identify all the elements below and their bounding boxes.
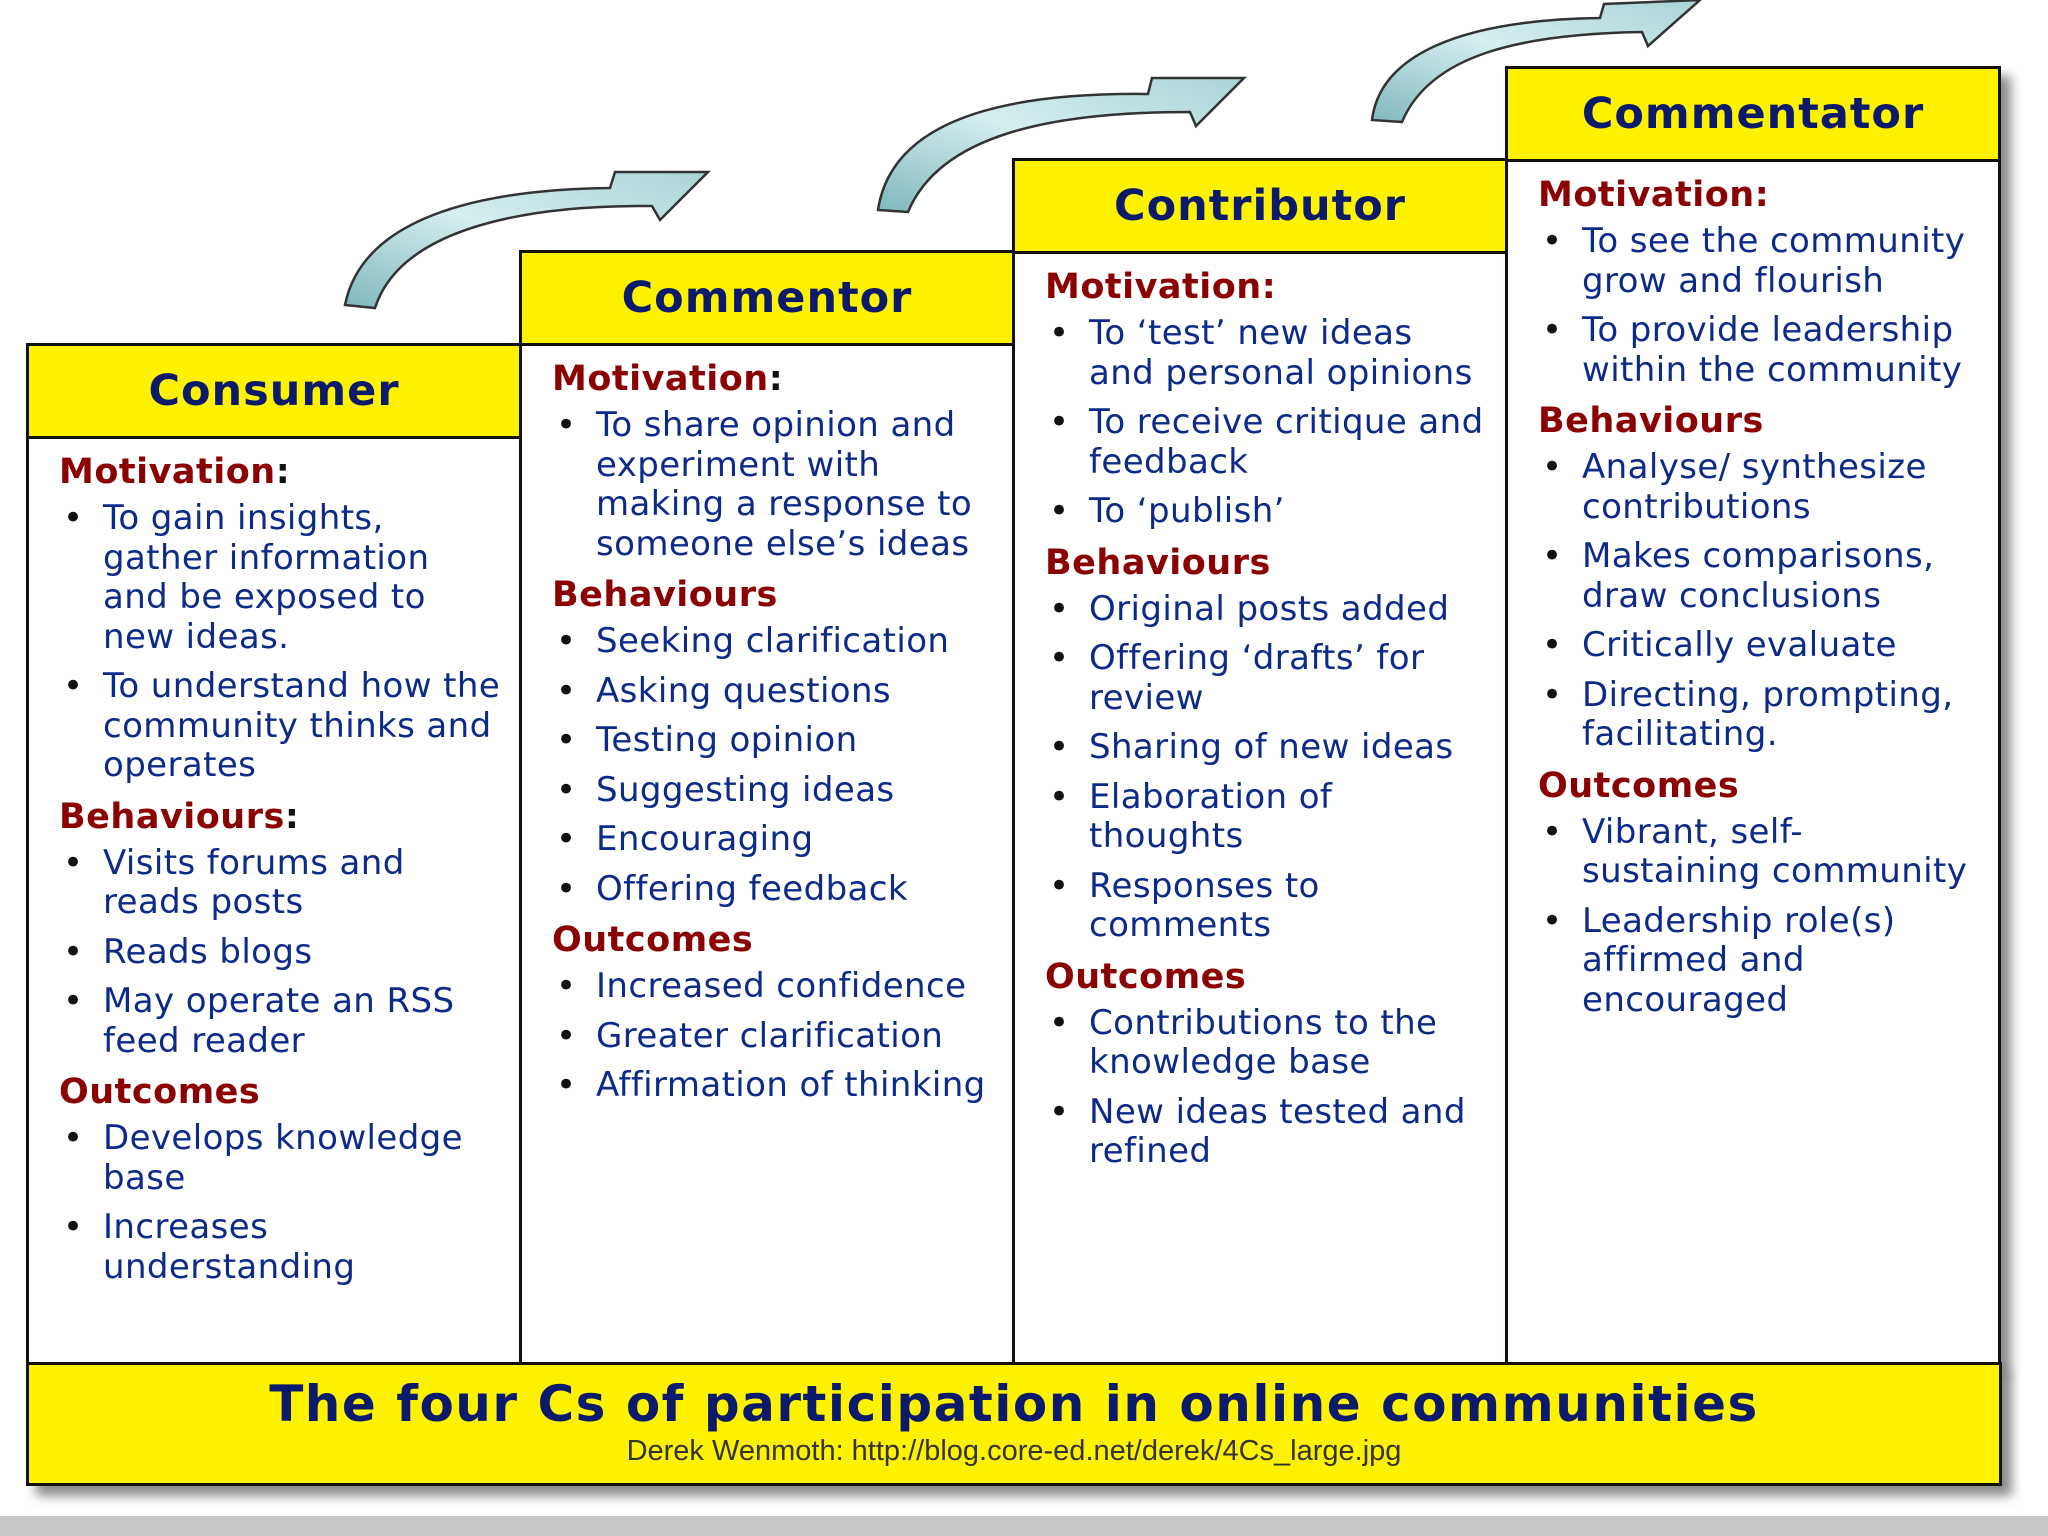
motivation-list bbox=[1540, 222, 1980, 390]
list-item: • Visits forums and reads posts bbox=[61, 844, 501, 923]
list-item: • Develops knowledge base bbox=[61, 1119, 501, 1198]
list-item: • Suggesting ideas bbox=[554, 771, 994, 811]
list-item: • To gain insights, gather information and be exposed to new ideas. bbox=[61, 499, 501, 657]
column-commentator bbox=[1505, 66, 2001, 1365]
outcomes-list bbox=[1540, 813, 1980, 1021]
section-label-outcomes: Outcomes bbox=[59, 1072, 261, 1112]
list-item: • Reads blogs bbox=[61, 933, 501, 973]
behaviours-list bbox=[554, 622, 994, 909]
list-item: • Increased confidence bbox=[554, 967, 994, 1007]
column-title: Consumer bbox=[29, 346, 519, 439]
list-item: • Leadership role(s) affirmed and encouraged bbox=[1540, 902, 1980, 1021]
list-item: • Makes comparisons, draw conclusions bbox=[1540, 537, 1980, 616]
motivation-list bbox=[61, 499, 501, 786]
section-label-motivation: Motivation: bbox=[1538, 175, 1770, 215]
list-item: • To share opinion and experiment with making a response to someone else’s ideas bbox=[554, 406, 994, 564]
section-label-outcomes: Outcomes bbox=[552, 920, 754, 960]
section-label-behaviours: Behaviours bbox=[552, 575, 778, 615]
section-label-motivation: Motivation: bbox=[59, 452, 291, 492]
list-item: • To understand how the community thinks and operates bbox=[61, 667, 501, 786]
section-label-outcomes: Outcomes bbox=[1538, 765, 1740, 806]
list-item: • Seeking clarification bbox=[554, 622, 994, 662]
list-item: • Critically evaluate bbox=[1540, 626, 1980, 666]
outcomes-list bbox=[61, 1119, 501, 1287]
bottom-bar bbox=[0, 1516, 2048, 1536]
section-label-behaviours: Behaviours bbox=[1538, 401, 1764, 441]
column-consumer bbox=[26, 343, 522, 1365]
list-item: • Vibrant, self-sustaining community bbox=[1540, 813, 1980, 892]
behaviours-list bbox=[1540, 448, 1980, 755]
list-item: • Offering ‘drafts’ for review bbox=[1047, 639, 1487, 718]
list-item: • Increases understanding bbox=[61, 1208, 501, 1287]
list-item: • Contributions to the knowledge base bbox=[1047, 1004, 1487, 1083]
list-item: • Affirmation of thinking bbox=[554, 1066, 994, 1106]
column-title: Commentator bbox=[1508, 69, 1998, 162]
list-item: • Original posts added bbox=[1047, 590, 1487, 630]
list-item: • Asking questions bbox=[554, 672, 994, 712]
motivation-list bbox=[554, 406, 994, 564]
column-title: Commentor bbox=[522, 253, 1012, 346]
list-item: • Sharing of new ideas bbox=[1047, 728, 1487, 768]
list-item: • Elaboration of thoughts bbox=[1047, 778, 1487, 857]
section-label-motivation: Motivation: bbox=[1045, 267, 1277, 307]
section-label-motivation: Motivation: bbox=[552, 359, 784, 399]
behaviours-list bbox=[1047, 590, 1487, 946]
list-item: • Analyse/ synthesize contributions bbox=[1540, 448, 1980, 527]
behaviours-list bbox=[61, 844, 501, 1062]
list-item: • New ideas tested and refined bbox=[1047, 1093, 1487, 1172]
column-title: Contributor bbox=[1015, 161, 1505, 254]
outcomes-list bbox=[1047, 1004, 1487, 1172]
list-item: • To ‘test’ new ideas and personal opinions bbox=[1047, 314, 1487, 393]
list-item: • To provide leadership within the community bbox=[1540, 311, 1980, 390]
section-label-outcomes: Outcomes bbox=[1045, 956, 1247, 997]
footer-banner bbox=[26, 1362, 2002, 1486]
list-item: • Directing, prompting, facilitating. bbox=[1540, 676, 1980, 755]
list-item: • Offering feedback bbox=[554, 870, 994, 910]
motivation-list bbox=[1047, 314, 1487, 532]
column-contributor bbox=[1012, 158, 1508, 1365]
list-item: • Encouraging bbox=[554, 820, 994, 860]
column-commentor bbox=[519, 250, 1015, 1365]
list-item: • To ‘publish’ bbox=[1047, 492, 1487, 532]
list-item: • May operate an RSS feed reader bbox=[61, 982, 501, 1061]
list-item: • Testing opinion bbox=[554, 721, 994, 761]
outcomes-list bbox=[554, 967, 994, 1106]
diagram-title: The four Cs of participation in online communities bbox=[269, 1375, 1759, 1433]
list-item: • Greater clarification bbox=[554, 1017, 994, 1057]
list-item: • To see the community grow and flourish bbox=[1540, 222, 1980, 301]
list-item: • Responses to comments bbox=[1047, 867, 1487, 946]
source-credit: Derek Wenmoth: http://blog.core-ed.net/derek/4Cs_large.jpg bbox=[626, 1435, 1402, 1467]
list-item: • To receive critique and feedback bbox=[1047, 403, 1487, 482]
section-label-behaviours: Behaviours bbox=[1045, 542, 1271, 583]
section-label-behaviours: Behaviours: bbox=[59, 796, 300, 837]
